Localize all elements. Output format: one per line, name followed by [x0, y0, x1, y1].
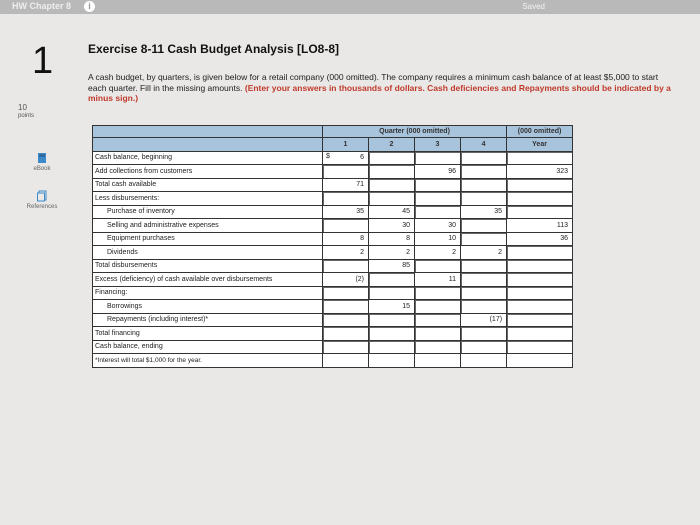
amount-cell — [369, 246, 415, 260]
column-header: 4 — [461, 138, 507, 152]
amount-cell — [369, 259, 415, 273]
amount-cell — [507, 165, 573, 179]
amount-input[interactable] — [461, 286, 507, 300]
amount-input[interactable] — [461, 192, 507, 206]
row-label: Cash balance, beginning — [93, 151, 323, 165]
row-label: Financing: — [93, 286, 323, 300]
amount-cell — [323, 246, 369, 260]
footnote-cell — [415, 354, 461, 368]
row-label: Purchase of inventory — [93, 205, 323, 219]
points-value: 10 — [18, 103, 27, 112]
quarter-group-header: Quarter (000 omitted) — [323, 126, 507, 138]
points-label: points — [18, 113, 35, 119]
row-label: Borrowings — [93, 300, 323, 314]
amount-input[interactable] — [507, 205, 573, 219]
top-bar — [0, 0, 700, 14]
ebook-link[interactable] — [22, 152, 62, 172]
amount-input[interactable] — [415, 178, 461, 192]
amount-input[interactable] — [507, 259, 573, 273]
row-label: Repayments (including interest)* — [93, 313, 323, 327]
table-row — [93, 354, 573, 368]
amount-input[interactable] — [323, 219, 369, 233]
footnote-cell — [369, 354, 415, 368]
table-footnote: *Interest will total $1,000 for the year. — [93, 354, 323, 368]
amount-value: 71 — [356, 181, 364, 189]
amount-input[interactable] — [507, 286, 573, 300]
amount-cell — [507, 219, 573, 233]
table-row — [93, 205, 573, 219]
amount-value: 15 — [402, 302, 410, 310]
table-row — [93, 313, 573, 327]
prompt-text: A cash budget, by quarters, is given below for a retail company (000 omitted). The company requires a minimum cash balance of at least $5,000 to start each quarter. Fill in the missing amounts. — [88, 72, 659, 93]
amount-input[interactable] — [369, 151, 415, 165]
amount-input[interactable] — [323, 313, 369, 327]
amount-input[interactable] — [461, 340, 507, 354]
amount-value: 11 — [448, 275, 456, 283]
exercise-title: Exercise 8-11 Cash Budget Analysis [LO8-8] — [88, 42, 339, 56]
row-label: Excess (deficiency) of cash available over disbursements — [93, 273, 323, 287]
amount-input[interactable] — [461, 300, 507, 314]
amount-cell — [323, 232, 369, 246]
amount-input[interactable] — [369, 313, 415, 327]
amount-input[interactable] — [507, 151, 573, 165]
amount-value: 35 — [356, 208, 364, 216]
amount-cell — [461, 246, 507, 260]
amount-value: 96 — [448, 167, 456, 175]
table-row — [93, 340, 573, 354]
amount-cell — [323, 273, 369, 287]
amount-input[interactable] — [507, 273, 573, 287]
row-label: Total disbursements — [93, 259, 323, 273]
footnote-cell — [507, 354, 573, 368]
amount-input[interactable] — [323, 327, 369, 341]
amount-input[interactable] — [323, 286, 369, 300]
table-row — [93, 219, 573, 233]
row-label: Cash balance, ending — [93, 340, 323, 354]
amount-cell — [415, 165, 461, 179]
table-row — [93, 165, 573, 179]
amount-cell — [369, 232, 415, 246]
amount-input[interactable] — [507, 313, 573, 327]
references-link[interactable] — [22, 190, 62, 210]
footnote-cell — [461, 354, 507, 368]
ebook-label: eBook — [33, 166, 51, 172]
table-row — [93, 178, 573, 192]
ebook-icon — [37, 152, 47, 164]
amount-input[interactable] — [415, 327, 461, 341]
amount-value: 35 — [494, 208, 503, 216]
row-label: Dividends — [93, 246, 323, 260]
amount-cell — [415, 232, 461, 246]
amount-input[interactable] — [461, 273, 507, 287]
amount-cell — [369, 205, 415, 219]
column-header: 3 — [415, 138, 461, 152]
currency-symbol: $ — [326, 152, 330, 160]
amount-input[interactable] — [323, 300, 369, 314]
table-row — [93, 273, 573, 287]
amount-value: 85 — [402, 262, 410, 270]
table-row — [93, 232, 573, 246]
column-header: Year — [507, 138, 573, 152]
table-corner-2 — [93, 138, 323, 152]
amount-value: 2 — [452, 248, 456, 256]
amount-input[interactable] — [323, 340, 369, 354]
amount-cell — [461, 313, 507, 327]
amount-input[interactable] — [369, 286, 415, 300]
amount-input[interactable] — [369, 165, 415, 179]
amount-cell — [507, 232, 573, 246]
amount-input[interactable] — [415, 259, 461, 273]
amount-input[interactable] — [461, 232, 507, 246]
amount-input[interactable] — [461, 259, 507, 273]
amount-value: 2 — [360, 248, 364, 256]
amount-input[interactable] — [323, 192, 369, 206]
amount-input[interactable] — [507, 192, 573, 206]
amount-value: 8 — [406, 235, 410, 243]
amount-value: (17) — [489, 316, 503, 324]
table-row — [93, 151, 573, 165]
amount-value: 323 — [556, 167, 569, 175]
row-label: Total financing — [93, 327, 323, 341]
row-label: Total cash available — [93, 178, 323, 192]
prompt-instruction: (Enter your answers in thousands of dollars. Cash deficiencies and Repayments should be indicated by a minus sign.) — [88, 82, 671, 103]
amount-input[interactable] — [507, 327, 573, 341]
amount-input[interactable] — [415, 313, 461, 327]
amount-input[interactable] — [507, 178, 573, 192]
amount-cell — [323, 205, 369, 219]
amount-cell — [415, 219, 461, 233]
amount-input[interactable] — [415, 205, 461, 219]
question-number: 1 — [32, 40, 54, 82]
amount-cell — [415, 246, 461, 260]
amount-input[interactable] — [461, 151, 507, 165]
assignment-title: HW Chapter 8 — [12, 1, 72, 11]
saved-status: Saved — [522, 2, 545, 11]
amount-input[interactable] — [323, 165, 369, 179]
amount-input[interactable] — [507, 340, 573, 354]
table-row — [93, 300, 573, 314]
amount-value: 6 — [360, 154, 364, 162]
references-label: References — [26, 204, 58, 210]
info-icon[interactable]: i — [84, 1, 95, 12]
cash-budget-table — [92, 125, 572, 368]
table-row — [93, 192, 573, 206]
row-label: Selling and administrative expenses — [93, 219, 323, 233]
amount-input[interactable] — [461, 165, 507, 179]
amount-input[interactable] — [369, 273, 415, 287]
amount-value: 2 — [406, 248, 410, 256]
amount-cell — [323, 178, 369, 192]
year-group-header: (000 omitted) — [507, 126, 573, 138]
amount-input[interactable] — [461, 219, 507, 233]
amount-value: 30 — [402, 221, 410, 229]
amount-input[interactable] — [461, 178, 507, 192]
amount-cell — [369, 300, 415, 314]
amount-input[interactable] — [507, 246, 573, 260]
amount-input[interactable] — [507, 300, 573, 314]
amount-value: (2) — [355, 275, 364, 283]
column-header: 2 — [369, 138, 415, 152]
amount-value: 30 — [448, 221, 456, 229]
amount-value: 10 — [448, 235, 456, 243]
amount-cell — [415, 273, 461, 287]
amount-value: 113 — [556, 221, 569, 229]
references-icon — [37, 190, 47, 202]
column-header: 1 — [323, 138, 369, 152]
amount-input[interactable] — [461, 327, 507, 341]
amount-value: 45 — [402, 208, 410, 216]
amount-input[interactable] — [415, 340, 461, 354]
row-label: Add collections from customers — [93, 165, 323, 179]
table-row — [93, 327, 573, 341]
amount-input[interactable] — [415, 286, 461, 300]
amount-value: 8 — [360, 235, 364, 243]
amount-cell — [369, 219, 415, 233]
amount-cell — [323, 151, 369, 165]
table-row — [93, 286, 573, 300]
amount-input[interactable] — [369, 327, 415, 341]
footnote-cell — [323, 354, 369, 368]
amount-value: 36 — [560, 235, 569, 243]
table-row — [93, 246, 573, 260]
row-label: Less disbursements: — [93, 192, 323, 206]
amount-input[interactable] — [323, 259, 369, 273]
amount-value: 2 — [498, 248, 503, 256]
table-row — [93, 259, 573, 273]
table-corner — [93, 126, 323, 138]
amount-input[interactable] — [369, 178, 415, 192]
amount-input[interactable] — [415, 300, 461, 314]
amount-input[interactable] — [369, 192, 415, 206]
row-label: Equipment purchases — [93, 232, 323, 246]
amount-input[interactable] — [415, 192, 461, 206]
points-display — [18, 104, 34, 120]
amount-input[interactable] — [415, 151, 461, 165]
amount-input[interactable] — [369, 340, 415, 354]
exercise-prompt — [88, 72, 673, 104]
amount-cell — [461, 205, 507, 219]
